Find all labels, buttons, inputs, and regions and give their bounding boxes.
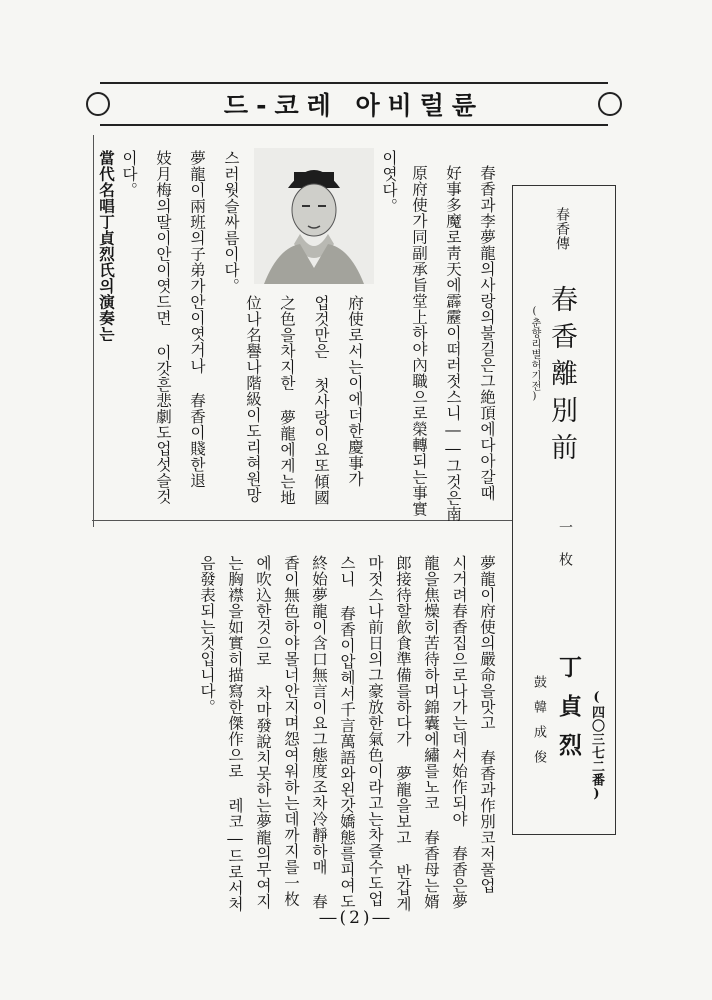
record-title: 春香離別前 xyxy=(546,285,577,470)
accompanist-credit: 鼓韓成俊 xyxy=(531,675,546,775)
performer-portrait xyxy=(254,148,374,284)
upper-text-column: 이다。 xyxy=(120,150,138,198)
upper-text-column: 原府使가同副承旨堂上하야內職으로榮轉되는事實 xyxy=(410,165,428,517)
upper-text-column: 好事多魔로靑天에霹靂이떠러젓스니――그것은南 xyxy=(444,165,462,522)
lower-text-column: 마젓스나前日의그豪放한氣色이라고는차즐수도업 xyxy=(366,555,384,907)
upper-text-column: 位나名譽나階級이도리혀원망 xyxy=(244,295,262,503)
upper-text-column: 當代名唱丁貞烈氏의演奏는 xyxy=(97,150,116,342)
upper-text-column: 스러웟슬싸름이다。 xyxy=(222,150,240,294)
upper-text-column: 春香과李夢龍의사랑의불길은그絶頂에다아갈때 xyxy=(478,165,496,501)
format-label: 一枚 xyxy=(557,520,573,584)
lower-text-column: 終始夢龍이含口無言이요그態度조차冷靜하매 春 xyxy=(310,555,328,910)
page-number: ―(2)― xyxy=(319,908,393,928)
left-border-line xyxy=(93,135,94,527)
performer-name: 丁貞烈 xyxy=(555,655,582,772)
upper-text-column: 妓月梅의딸이안이엿드면 이갓흔悲劇도업섯슬것 xyxy=(154,150,172,505)
lower-text-column: 香이無色하야몰너안지며怨여워하는데까지를一枚 xyxy=(282,555,300,907)
catalog-number: (四〇三七二番) xyxy=(589,690,604,802)
upper-text-column: 府使로서는이에더한慶事가 xyxy=(346,295,364,487)
upper-text-column: 이엿다。 xyxy=(380,150,398,214)
record-subtitle: (춘향리별허기전) xyxy=(529,306,540,403)
lower-text-column: 스니 春香이압헤서千言萬語와왼갓嬌態를피여도 xyxy=(338,555,356,910)
upper-text-column: 之色을차지한 夢龍에게는地 xyxy=(278,295,296,506)
lower-text-column: 에吹込한것으로 차마發說치못하는夢龍의무여지 xyxy=(254,555,272,910)
upper-text-column: 夢龍이兩班의子弟가안이엿거나 春香이賤한退 xyxy=(188,150,206,489)
series-label: 春香傳 xyxy=(554,207,570,251)
lower-text-column: 夢龍이府使의嚴命을맛고 春香과作別코저풀업 xyxy=(478,555,496,894)
header-banner xyxy=(100,82,608,126)
lower-text-column: 시거려春香집으로나가는데서始作되야 春香은夢 xyxy=(450,555,468,910)
banner-title: 드-코레 아비럴륜 xyxy=(223,91,485,120)
lower-text-column: 음發表되는것입니다。 xyxy=(198,555,216,715)
lower-text-column: 郎接待할飮食準備를하다가 夢龍을보고 반갑게 xyxy=(394,555,412,912)
lower-text-column: 는胸襟을如實히描寫한傑作으로 레코―드로서처 xyxy=(226,555,244,912)
lower-text-column: 龍을焦燥히苦待하며錦囊에繡를노코 春香母는婿 xyxy=(422,555,440,910)
upper-text-column: 업것만은 첫사랑이요또傾國 xyxy=(312,295,330,506)
